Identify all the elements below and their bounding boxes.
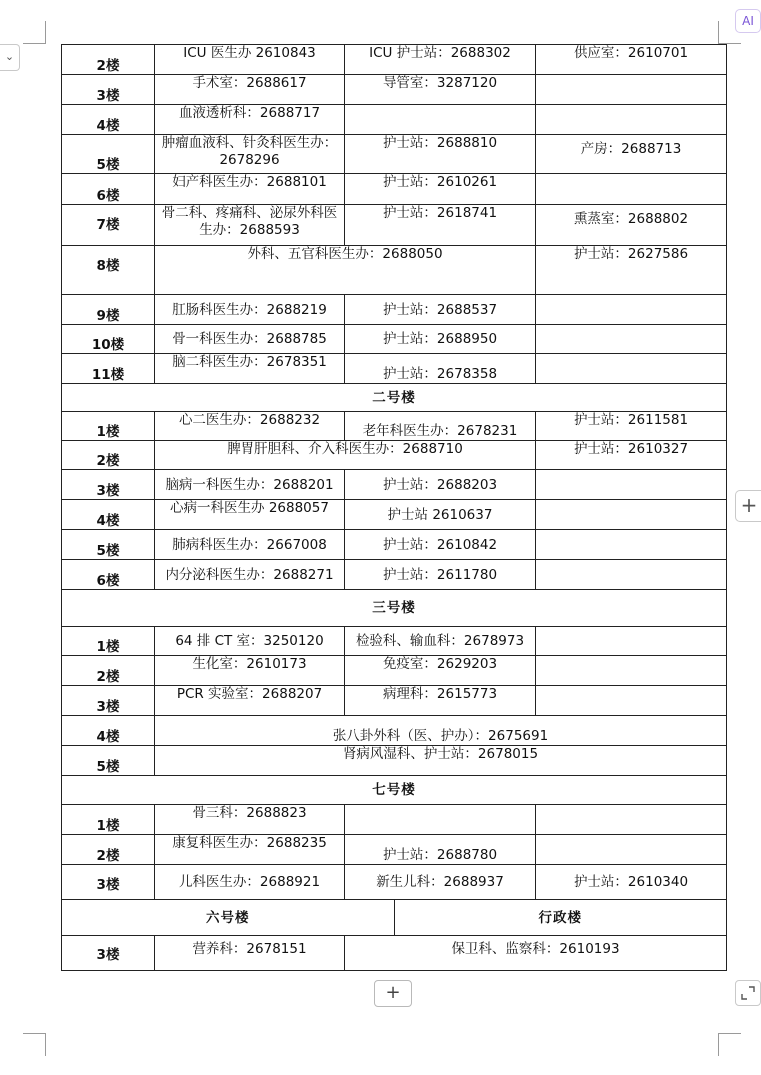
building-heading: 行政楼 — [538, 909, 582, 926]
table-row — [62, 325, 727, 354]
directory-cell[interactable]: 熏蒸室：2688802 — [536, 205, 727, 246]
add-row-plus-icon[interactable]: + — [374, 980, 412, 1007]
directory-cell[interactable]: 护士站：2688780 — [345, 835, 536, 865]
floor-label: 3楼 — [62, 75, 155, 105]
floor-label: 1楼 — [62, 805, 155, 835]
directory-cell[interactable]: ICU 医生办 2610843 — [155, 45, 345, 75]
directory-cell[interactable]: 护士站：2618741 — [345, 205, 536, 246]
directory-cell[interactable]: 护士站：2688950 — [345, 325, 536, 354]
directory-cell[interactable]: 新生儿科：2688937 — [345, 865, 536, 900]
directory-cell[interactable]: 骨三科：2688823 — [155, 805, 345, 835]
floor-label: 5楼 — [62, 530, 155, 560]
directory-cell[interactable]: 肺病科医生办：2667008 — [155, 530, 345, 560]
floor-label: 4楼 — [62, 500, 155, 530]
directory-cell[interactable] — [536, 295, 727, 325]
table-row — [62, 746, 727, 776]
building-heading-split — [62, 900, 726, 935]
directory-cell[interactable]: 肛肠科医生办：2688219 — [155, 295, 345, 325]
building-heading: 六号楼 — [62, 900, 394, 935]
directory-cell[interactable] — [536, 354, 727, 384]
directory-cell[interactable]: 内分泌科医生办：2688271 — [155, 560, 345, 590]
directory-cell[interactable] — [345, 105, 536, 135]
floor-label: 6楼 — [62, 174, 155, 205]
directory-cell-merged[interactable]: 保卫科、监察科：2610193 — [345, 936, 727, 971]
table-row — [62, 835, 727, 865]
crop-mark-bottom-left — [23, 1033, 46, 1056]
table-row — [62, 776, 727, 805]
directory-cell[interactable]: 护士站：2611780 — [345, 560, 536, 590]
table-row — [62, 45, 727, 75]
directory-cell[interactable]: 检验科、输血科：2678973 — [345, 627, 536, 656]
table-row — [62, 627, 727, 656]
directory-cell[interactable]: 老年科医生办：2678231 — [345, 412, 536, 441]
directory-cell-merged[interactable]: 张八卦外科（医、护办）：2675691 — [155, 716, 727, 746]
directory-cell[interactable]: 肿瘤血液科、针灸科医生办：2678296 — [155, 135, 345, 174]
table-row — [62, 500, 727, 530]
directory-cell[interactable]: 血液透析科：2688717 — [155, 105, 345, 135]
directory-cell-merged[interactable]: 肾病风湿科、护士站：2678015 — [155, 746, 727, 776]
table-row — [62, 656, 727, 686]
floor-label: 5楼 — [62, 746, 155, 776]
directory-cell[interactable]: 护士站：2688810 — [345, 135, 536, 174]
table-row — [62, 686, 727, 716]
directory-cell[interactable]: 护士站：2610327 — [536, 441, 727, 470]
directory-cell[interactable] — [536, 560, 727, 590]
directory-cell[interactable]: PCR 实验室：2688207 — [155, 686, 345, 716]
floor-label: 7楼 — [62, 205, 155, 246]
directory-cell[interactable]: 心病一科医生办 2688057 — [155, 500, 345, 530]
floor-label: 10楼 — [62, 325, 155, 354]
table-row — [62, 246, 727, 295]
table-row — [62, 805, 727, 835]
phone-directory-table — [61, 44, 727, 971]
directory-cell[interactable]: 64 排 CT 室：3250120 — [155, 627, 345, 656]
table-row — [62, 470, 727, 500]
floor-label: 1楼 — [62, 412, 155, 441]
table-row — [62, 105, 727, 135]
floor-label: 5楼 — [62, 135, 155, 174]
directory-cell[interactable]: 康复科医生办：2688235 — [155, 835, 345, 865]
floor-label: 2楼 — [62, 835, 155, 865]
building-heading-row — [62, 900, 727, 936]
directory-cell[interactable] — [536, 805, 727, 835]
directory-cell[interactable]: 手术室：2688617 — [155, 75, 345, 105]
directory-cell[interactable] — [536, 325, 727, 354]
floor-label: 6楼 — [62, 560, 155, 590]
table-row — [62, 716, 727, 746]
crop-mark-top-left — [23, 21, 46, 44]
directory-cell[interactable]: 护士站：2678358 — [345, 354, 536, 384]
floor-label: 1楼 — [62, 627, 155, 656]
directory-cell[interactable]: 儿科医生办：2688921 — [155, 865, 345, 900]
floor-label: 2楼 — [62, 441, 155, 470]
directory-cell[interactable]: 脑病一科医生办：2688201 — [155, 470, 345, 500]
directory-cell[interactable]: 护士站：2610340 — [536, 865, 727, 900]
floor-label: 3楼 — [62, 686, 155, 716]
directory-cell[interactable]: 护士站：2688203 — [345, 470, 536, 500]
crop-mark-bottom-right — [718, 1033, 741, 1056]
directory-cell[interactable]: 营养科：2678151 — [155, 936, 345, 971]
table-row — [62, 384, 727, 412]
directory-cell[interactable]: 脑二科医生办：2678351 — [155, 354, 345, 384]
building-heading: 七号楼 — [62, 776, 727, 805]
directory-cell[interactable] — [536, 75, 727, 105]
chevron-down-icon[interactable]: ⌄ — [0, 44, 20, 71]
table-row — [62, 174, 727, 205]
directory-cell[interactable]: 护士站：2610842 — [345, 530, 536, 560]
directory-cell[interactable]: 病理科：2615773 — [345, 686, 536, 716]
directory-cell[interactable] — [536, 470, 727, 500]
directory-cell[interactable]: 护士站：2610261 — [345, 174, 536, 205]
table-row — [62, 441, 727, 470]
table-row — [62, 590, 727, 627]
table-row — [62, 900, 727, 936]
directory-cell[interactable]: 骨二科、疼痛科、泌尿外科医生办：2688593 — [155, 205, 345, 246]
floor-label: 8楼 — [62, 246, 155, 295]
directory-cell[interactable] — [536, 105, 727, 135]
directory-cell[interactable]: 导管室：3287120 — [345, 75, 536, 105]
directory-cell[interactable]: 免疫室：2629203 — [345, 656, 536, 686]
directory-cell[interactable]: 产房：2688713 — [536, 135, 727, 174]
directory-cell[interactable]: 护士站 2610637 — [345, 500, 536, 530]
table-row — [62, 135, 727, 174]
directory-cell[interactable] — [536, 530, 727, 560]
directory-cell[interactable]: 骨一科医生办：2688785 — [155, 325, 345, 354]
table-row — [62, 295, 727, 325]
floor-label: 2楼 — [62, 656, 155, 686]
directory-cell[interactable] — [536, 835, 727, 865]
floor-label: 2楼 — [62, 45, 155, 75]
directory-cell[interactable]: ICU 护士站：2688302 — [345, 45, 536, 75]
floor-label: 11楼 — [62, 354, 155, 384]
building-heading: 二号楼 — [62, 384, 727, 412]
floor-label: 3楼 — [62, 865, 155, 900]
directory-cell-merged[interactable]: 外科、五官科医生办：2688050 — [155, 246, 536, 295]
directory-cell[interactable] — [536, 656, 727, 686]
directory-cell[interactable]: 护士站：2611581 — [536, 412, 727, 441]
directory-cell[interactable]: 生化室：2610173 — [155, 656, 345, 686]
table-row — [62, 936, 727, 971]
directory-cell[interactable]: 供应室：2610701 — [536, 45, 727, 75]
directory-cell[interactable]: 护士站：2627586 — [536, 246, 727, 295]
floor-label: 3楼 — [62, 470, 155, 500]
floor-label: 4楼 — [62, 105, 155, 135]
floor-label: 4楼 — [62, 716, 155, 746]
table-row — [62, 530, 727, 560]
floor-label: 9楼 — [62, 295, 155, 325]
directory-cell-merged[interactable]: 脾胃肝胆科、介入科医生办：2688710 — [155, 441, 536, 470]
expand-corner-icon[interactable] — [735, 980, 761, 1006]
directory-cell[interactable] — [536, 686, 727, 716]
building-heading: 三号楼 — [62, 590, 727, 627]
insert-column-plus-icon[interactable]: + — [735, 490, 761, 522]
table-row — [62, 75, 727, 105]
table-row — [62, 354, 727, 384]
table-row — [62, 560, 727, 590]
ai-assistant-button[interactable]: AI — [735, 9, 761, 33]
floor-label: 3楼 — [62, 936, 155, 971]
table-row — [62, 412, 727, 441]
directory-cell[interactable]: 心二医生办：2688232 — [155, 412, 345, 441]
table-row — [62, 205, 727, 246]
directory-cell[interactable] — [345, 805, 536, 835]
directory-cell[interactable] — [536, 500, 727, 530]
table-row — [62, 865, 727, 900]
directory-cell[interactable] — [536, 174, 727, 205]
directory-cell[interactable]: 妇产科医生办：2688101 — [155, 174, 345, 205]
directory-cell[interactable]: 护士站：2688537 — [345, 295, 536, 325]
directory-cell[interactable] — [536, 627, 727, 656]
